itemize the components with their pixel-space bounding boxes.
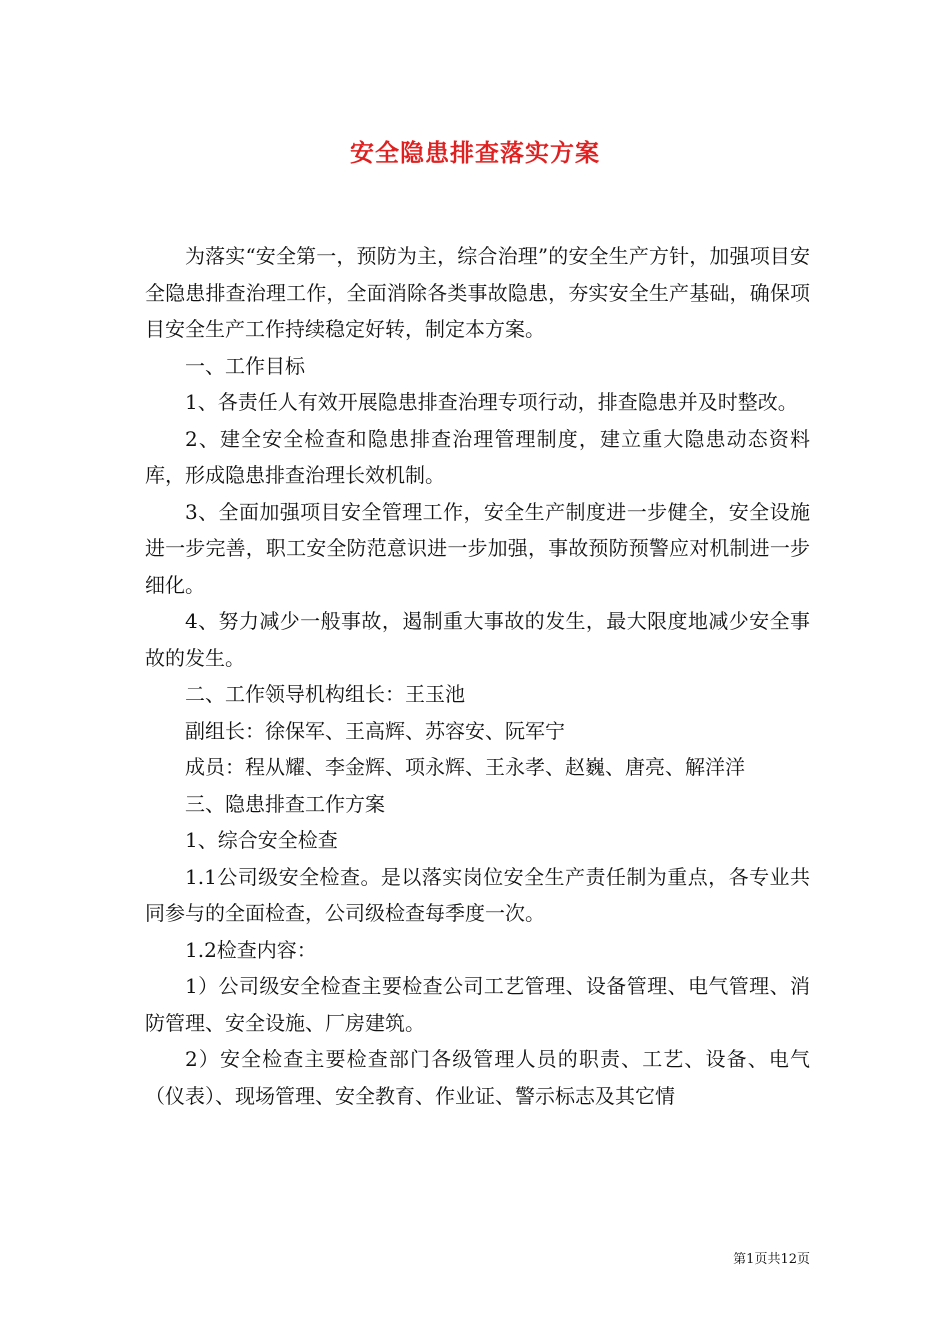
heading-inspection-content: 1.2检查内容： xyxy=(185,937,317,962)
paragraph-intro: 为落实“安全第一，预防为主，综合治理”的安全生产方针，加强项目安全隐患排查治理工作，全面消除各类事故隐患，夯实安全生产基础，确保项目安全生产工作持续稳定好转，制定本方案。 xyxy=(145,244,810,341)
heading-leadership: 二、工作领导机构组长：王玉池 xyxy=(185,682,465,706)
page-number: 第1页共12页 xyxy=(733,1252,810,1267)
paragraph-content-2: 2）安全检查主要检查部门各级管理人员的职责、工艺、设备、电气（仪表）、现场管理、安全教育、作业证、警示标志及其它情 xyxy=(145,1047,810,1108)
paragraph-goal-4: 4、努力减少一般事故，遏制重大事故的发生，最大限度地减少安全事故的发生。 xyxy=(145,609,810,670)
document-title: 安全隐患排查落实方案 xyxy=(350,138,600,167)
heading-inspection-plan: 三、隐患排查工作方案 xyxy=(185,791,385,816)
document-body xyxy=(145,238,810,1114)
heading-comprehensive-inspection: 1、综合安全检查 xyxy=(185,828,338,852)
paragraph-goal-3: 3、全面加强项目安全管理工作，安全生产制度进一步健全，安全设施进一步完善，职工安全防范意识进一步加强，事故预防预警应对机制进一步细化。 xyxy=(145,499,810,597)
paragraph-content-1: 1）公司级安全检查主要检查公司工艺管理、设备管理、电气管理、消防管理、安全设施、厂房建筑。 xyxy=(145,974,810,1035)
paragraph-deputy-leaders: 副组长：徐保军、王高辉、苏容安、阮军宁 xyxy=(185,718,565,743)
paragraph-company-inspection: 1.1公司级安全检查。是以落实岗位安全生产责任制为重点，各专业共同参与的全面检查，公司级检查每季度一次。 xyxy=(145,864,810,925)
heading-work-goals: 一、工作目标 xyxy=(185,353,305,378)
paragraph-members: 成员：程从耀、李金辉、项永辉、王永孝、赵巍、唐亮、解洋洋 xyxy=(185,755,745,779)
paragraph-goal-1: 1、各责任人有效开展隐患排查治理专项行动，排查隐患并及时整改。 xyxy=(185,390,798,414)
paragraph-goal-2: 2、建全安全检查和隐患排查治理管理制度，建立重大隐患动态资料库，形成隐患排查治理长效机制。 xyxy=(145,426,810,487)
